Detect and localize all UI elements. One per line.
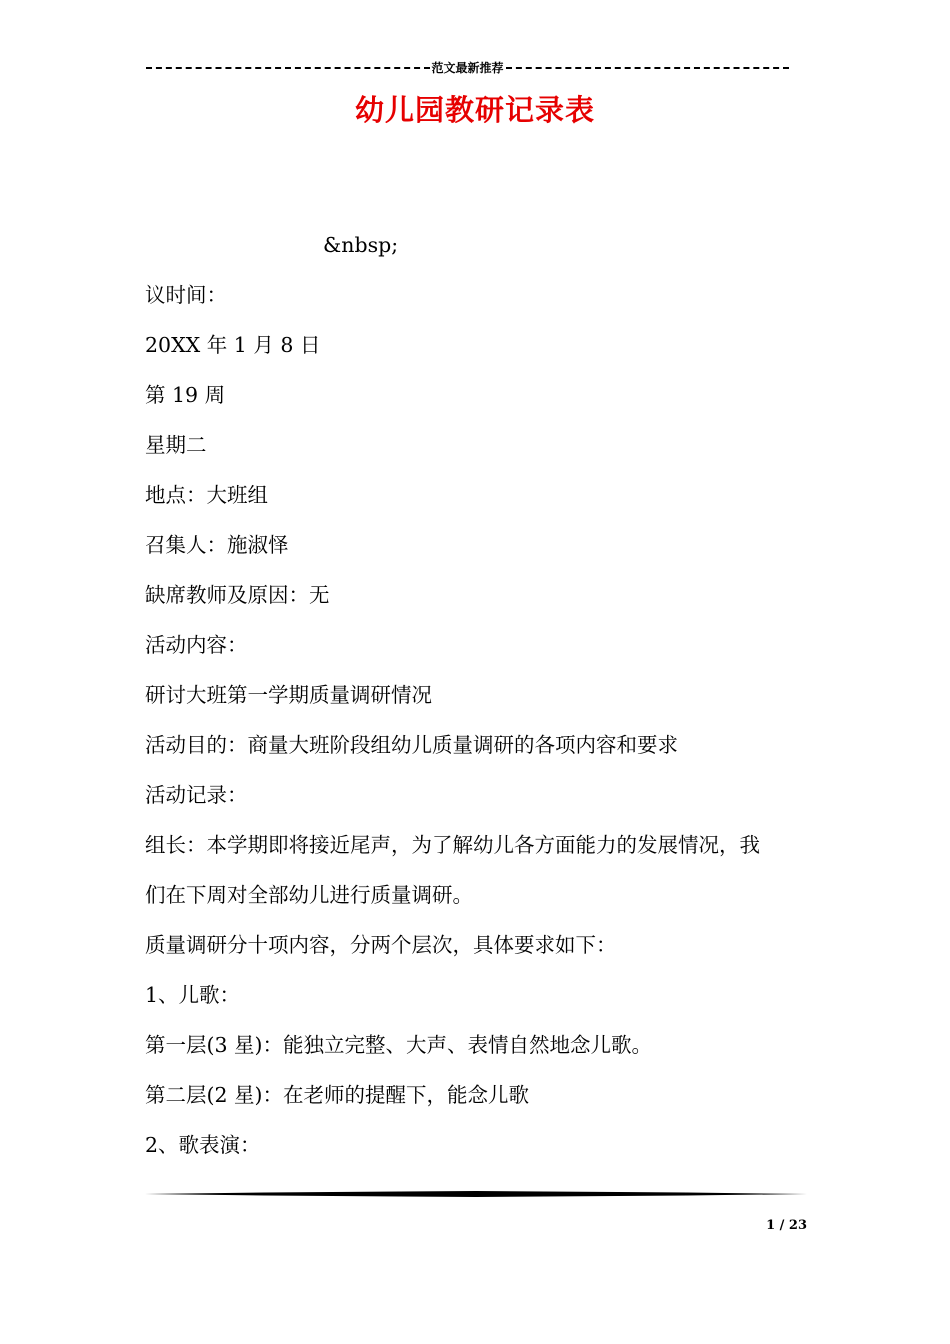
body-line: 20XX 年 1 月 8 日 xyxy=(145,333,321,357)
body-line: 第二层(2 星)：在老师的提醒下，能念儿歌 xyxy=(145,1083,530,1107)
body-line: 星期二 xyxy=(145,433,207,457)
footer-divider xyxy=(145,1191,807,1197)
body-line: 2、歌表演： xyxy=(145,1133,261,1157)
body-line: 第 19 周 xyxy=(145,383,226,407)
body-line: 活动内容： xyxy=(145,633,248,657)
header-dash-right xyxy=(506,67,790,69)
page-header xyxy=(145,59,790,76)
header-text: 范文最新推荐 xyxy=(431,61,504,75)
body-line: 召集人：施淑怿 xyxy=(145,533,289,557)
document-body xyxy=(145,232,820,1182)
body-line: 1、儿歌： xyxy=(145,983,241,1007)
header-dash-left xyxy=(146,67,430,69)
page-number: 1 / 23 xyxy=(766,1218,807,1233)
body-line: 们在下周对全部幼儿进行质量调研。 xyxy=(145,883,473,907)
body-line: 地点：大班组 xyxy=(145,483,268,507)
body-line: 缺席教师及原因：无 xyxy=(145,583,330,607)
body-line: 组长：本学期即将接近尾声，为了解幼儿各方面能力的发展情况，我 xyxy=(145,833,760,857)
body-line: 研讨大班第一学期质量调研情况 xyxy=(145,683,432,707)
document-title: 幼儿园教研记录表 xyxy=(354,93,595,127)
body-line: 第一层(3 星)：能独立完整、大声、表情自然地念儿歌。 xyxy=(145,1033,653,1057)
body-line: 活动目的：商量大班阶段组幼儿质量调研的各项内容和要求 xyxy=(145,733,678,757)
body-line: 活动记录： xyxy=(145,783,248,807)
body-line: 质量调研分十项内容，分两个层次，具体要求如下： xyxy=(145,933,617,957)
body-line: &nbsp; xyxy=(323,233,399,257)
body-line: 议时间： xyxy=(145,283,227,307)
